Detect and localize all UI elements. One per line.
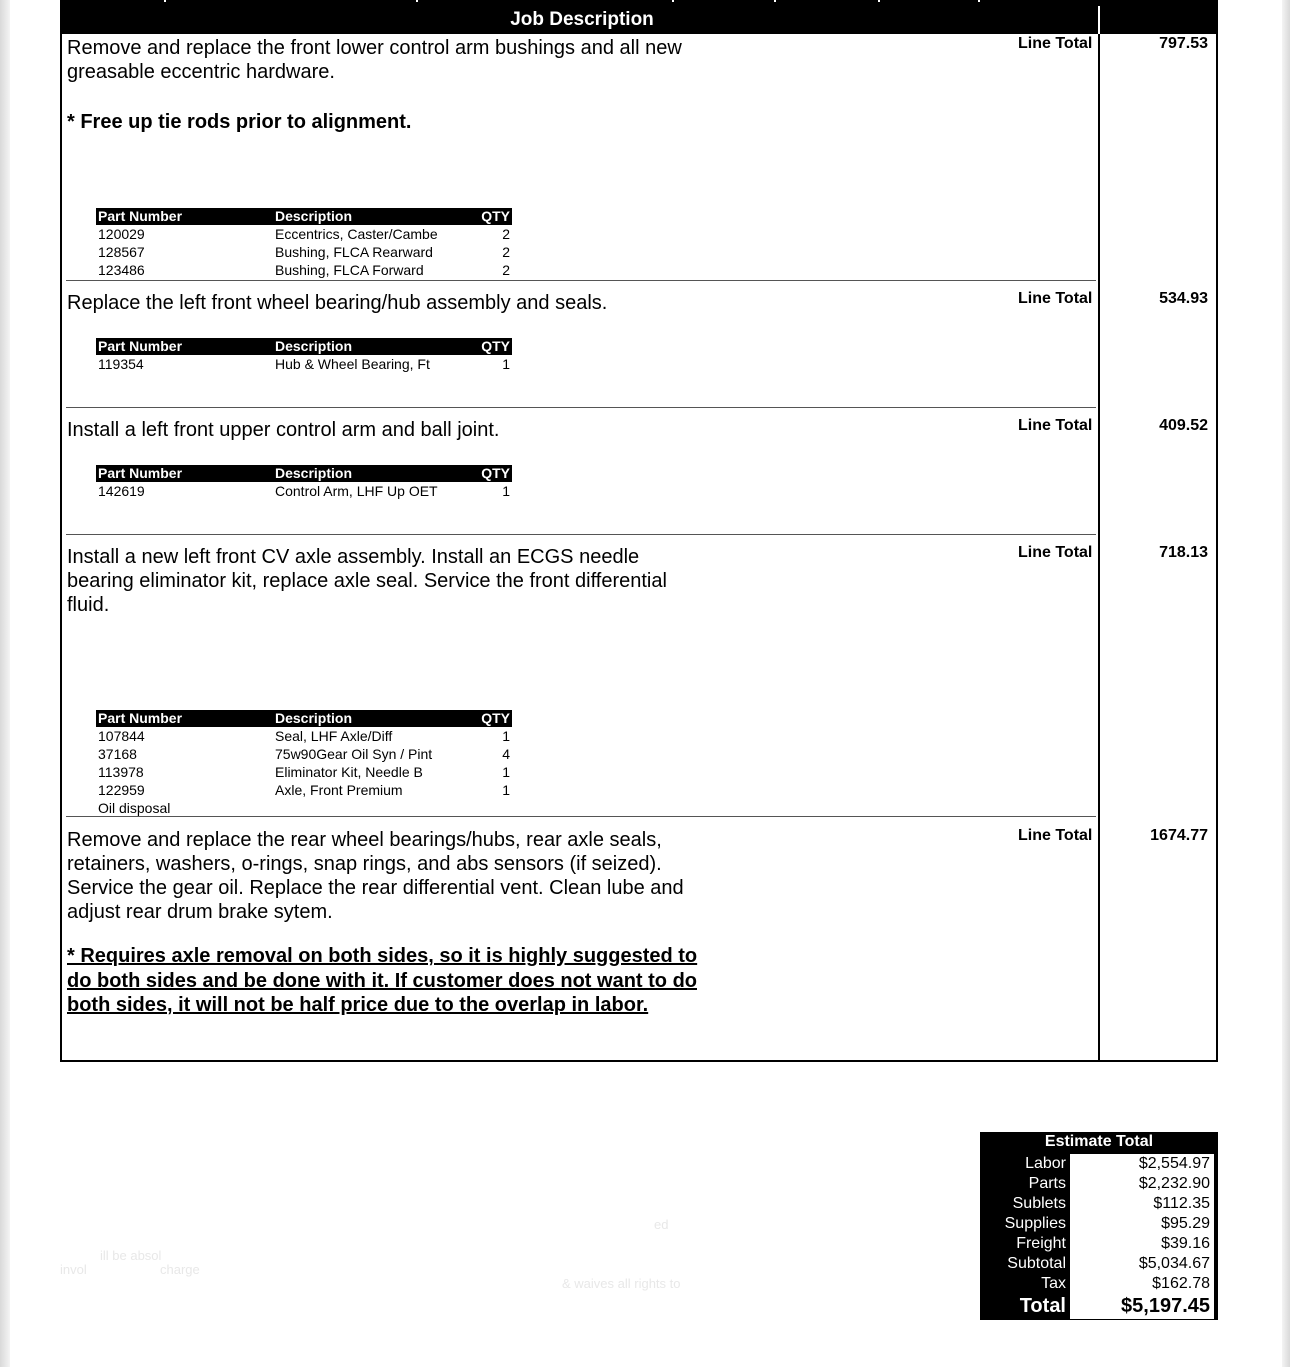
line-total-label: Line Total bbox=[1018, 544, 1093, 561]
part-description: Axle, Front Premium bbox=[275, 782, 403, 798]
job-description-header bbox=[62, 6, 1216, 34]
page-edge-left bbox=[0, 0, 10, 1367]
part-row bbox=[96, 482, 512, 500]
estimate-label: Labor bbox=[1025, 1155, 1066, 1172]
qty-header: QTY bbox=[481, 208, 510, 224]
part-description: Bushing, FLCA Forward bbox=[275, 262, 424, 278]
part-number-header: Part Number bbox=[98, 465, 183, 481]
estimate-label: Tax bbox=[1041, 1275, 1066, 1292]
part-row bbox=[96, 763, 512, 781]
estimate-total-title: Estimate Total bbox=[1044, 1133, 1154, 1150]
estimate-value: $95.29 bbox=[1070, 1214, 1214, 1234]
part-qty: 1 bbox=[502, 728, 510, 744]
part-row bbox=[96, 727, 512, 745]
line-total-label: Line Total bbox=[1018, 417, 1093, 434]
estimate-label: Sublets bbox=[1012, 1195, 1066, 1212]
part-number: 142619 bbox=[98, 483, 145, 499]
estimate-total-box bbox=[980, 1132, 1218, 1320]
faded-text: invol bbox=[60, 1262, 87, 1277]
line-total-label: Line Total bbox=[1018, 35, 1093, 52]
part-qty: 1 bbox=[502, 356, 510, 372]
part-number: 37168 bbox=[98, 746, 137, 762]
estimate-row-parts bbox=[980, 1174, 1218, 1194]
estimate-row-sublets bbox=[980, 1194, 1218, 1214]
job-note: * Requires axle removal on both sides, so it is highly suggested to do both sides and be done with it. If customer does not want to do both sides, it will not be half price due to the overlap in labor. bbox=[67, 945, 698, 1016]
line-total-value: 718.13 bbox=[1159, 544, 1208, 561]
estimate-label: Parts bbox=[1028, 1175, 1066, 1192]
estimate-row-freight bbox=[980, 1234, 1218, 1254]
parts-table-header bbox=[96, 710, 512, 727]
part-row bbox=[96, 781, 512, 799]
job-separator bbox=[66, 407, 1096, 408]
estimate-value: $5,034.67 bbox=[1070, 1254, 1214, 1274]
description-header: Description bbox=[275, 465, 353, 481]
job-item bbox=[62, 34, 1212, 280]
part-qty: 2 bbox=[502, 262, 510, 278]
part-number-header: Part Number bbox=[98, 208, 183, 224]
job-note: * Free up tie rods prior to alignment. bbox=[67, 111, 412, 133]
part-qty: 2 bbox=[502, 244, 510, 260]
part-row bbox=[96, 799, 512, 817]
line-total-label: Line Total bbox=[1018, 827, 1093, 844]
job-description: Install a left front upper control arm and ball joint. bbox=[67, 419, 500, 441]
job-separator bbox=[66, 534, 1096, 535]
job-item bbox=[62, 826, 1212, 1058]
part-row bbox=[96, 243, 512, 261]
estimate-row-subtotal bbox=[980, 1254, 1218, 1274]
part-description: Eliminator Kit, Needle B bbox=[275, 764, 423, 780]
qty-header: QTY bbox=[481, 465, 510, 481]
part-number: 123486 bbox=[98, 262, 145, 278]
parts-table bbox=[96, 338, 512, 373]
description-header: Description bbox=[275, 338, 353, 354]
part-number: 119354 bbox=[98, 356, 144, 372]
part-number-header: Part Number bbox=[98, 710, 183, 726]
parts-table bbox=[96, 465, 512, 500]
page-edge-right bbox=[1282, 0, 1290, 1367]
part-qty: 1 bbox=[502, 764, 510, 780]
job-separator bbox=[66, 816, 1096, 817]
part-number: 113978 bbox=[98, 764, 144, 780]
estimate-row-labor bbox=[980, 1154, 1218, 1174]
part-description: Seal, LHF Axle/Diff bbox=[275, 728, 393, 744]
job-item bbox=[62, 289, 1212, 407]
job-description: Install a new left front CV axle assembly. Install an ECGS needle bearing eliminator kit, replace axle seal. Service the front differential fluid. bbox=[67, 546, 667, 616]
header-column-divider bbox=[1098, 6, 1100, 34]
part-qty: 1 bbox=[502, 483, 510, 499]
job-item bbox=[62, 416, 1212, 534]
estimate-label: Freight bbox=[1016, 1235, 1066, 1252]
line-total-value: 534.93 bbox=[1159, 290, 1208, 307]
line-total-value: 409.52 bbox=[1159, 417, 1208, 434]
part-number-header: Part Number bbox=[98, 338, 183, 354]
faded-text: ill be absol bbox=[100, 1248, 162, 1263]
job-separator bbox=[66, 280, 1096, 281]
parts-table-header bbox=[96, 208, 512, 225]
part-qty: 2 bbox=[502, 226, 510, 242]
estimate-value: $162.78 bbox=[1070, 1274, 1214, 1294]
parts-table-header bbox=[96, 465, 512, 482]
parts-table bbox=[96, 208, 512, 279]
description-header: Description bbox=[275, 710, 353, 726]
estimate-label: Subtotal bbox=[1007, 1255, 1066, 1272]
job-description: Remove and replace the front lower control arm bushings and all new greasable eccentric hardware. bbox=[67, 37, 682, 83]
part-number: 128567 bbox=[98, 244, 145, 260]
part-row bbox=[96, 261, 512, 279]
estimate-row-total bbox=[980, 1294, 1218, 1317]
faded-text: ed bbox=[654, 1217, 669, 1232]
job-description: Replace the left front wheel bearing/hub assembly and seals. bbox=[67, 292, 608, 314]
part-number: 122959 bbox=[98, 782, 145, 798]
line-total-label: Line Total bbox=[1018, 290, 1093, 307]
job-description-title: Job Description bbox=[510, 9, 654, 30]
part-description: 75w90Gear Oil Syn / Pint bbox=[275, 746, 433, 762]
part-description: Hub & Wheel Bearing, Ft bbox=[275, 356, 430, 372]
estimate-value: $112.35 bbox=[1070, 1194, 1214, 1214]
job-description: Remove and replace the rear wheel bearings/hubs, rear axle seals, retainers, washers, o-rings, snap rings, and abs sensors (if seized). Service the gear oil. Replace the rear differential vent. Clean lube and adjust rear drum brake sytem. bbox=[67, 829, 684, 923]
faded-text: & waives all rights to bbox=[562, 1276, 681, 1291]
part-number: Oil disposal bbox=[98, 800, 171, 816]
estimate-total-label: Total bbox=[1019, 1295, 1066, 1317]
estimate-total-value: $5,197.45 bbox=[1070, 1294, 1214, 1319]
estimate-row-tax bbox=[980, 1274, 1218, 1294]
part-description: Bushing, FLCA Rearward bbox=[275, 244, 433, 260]
part-qty: 4 bbox=[502, 746, 510, 762]
part-qty: 1 bbox=[502, 782, 510, 798]
description-header: Description bbox=[275, 208, 353, 224]
line-total-value: 1674.77 bbox=[1150, 827, 1208, 844]
qty-header: QTY bbox=[481, 710, 510, 726]
estimate-label: Supplies bbox=[1004, 1215, 1066, 1232]
part-description: Control Arm, LHF Up OET bbox=[275, 483, 438, 499]
part-row bbox=[96, 355, 512, 373]
estimate-row-supplies bbox=[980, 1214, 1218, 1234]
job-description-table bbox=[60, 6, 1218, 1062]
line-total-value: 797.53 bbox=[1159, 35, 1208, 52]
part-number: 120029 bbox=[98, 226, 145, 242]
estimate-value: $39.16 bbox=[1070, 1234, 1214, 1254]
part-row bbox=[96, 745, 512, 763]
parts-table bbox=[96, 710, 512, 817]
job-item bbox=[62, 543, 1212, 815]
part-number: 107844 bbox=[98, 728, 145, 744]
part-description: Eccentrics, Caster/Cambe bbox=[275, 226, 438, 242]
estimate-value: $2,232.90 bbox=[1070, 1174, 1214, 1194]
faded-text: charge bbox=[160, 1262, 200, 1277]
qty-header: QTY bbox=[481, 338, 510, 354]
part-row bbox=[96, 225, 512, 243]
estimate-value: $2,554.97 bbox=[1070, 1154, 1214, 1174]
parts-table-header bbox=[96, 338, 512, 355]
